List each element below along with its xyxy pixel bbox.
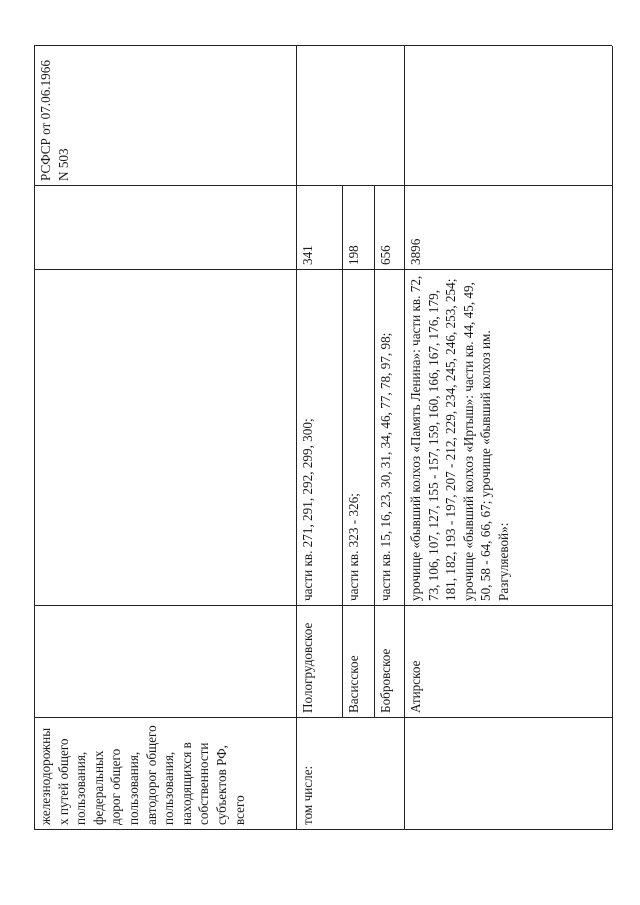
cell-including-label: том числе: (300, 765, 315, 825)
cell-parts-1: части кв. 15, 16, 23, 30, 31, 34, 46, 77, 78, 97, 98; (378, 332, 393, 601)
col-border-2 (34, 605, 612, 606)
subrow-border-1 (342, 186, 343, 718)
cell-parts-pologrudovskoe: части кв. 271, 291, 292, 299, 300; (300, 418, 315, 601)
cell-decree-reference: РСФСР от 07.06.1966 N 503 (38, 60, 71, 181)
subrow-border-2 (374, 186, 375, 718)
cell-district-atirskoe: Атирское (408, 660, 423, 713)
cell-value-pologrudovskoe: 341 (300, 245, 315, 265)
cell-district-pologrudovskoe: Пологрудовское (300, 622, 315, 713)
cell-road-category: железнодорожных путей общего пользования, федеральных дорог общего пользования, автодорог общего пользования, находящихся в собственности субъектов РФ, всего (38, 725, 247, 825)
cell-parts-atirskoe: урочище «бывший колхоз «Память Ленина»: части кв. 72, 73, 106, 107, 127, 155 - 157, 159, 160, 166, 167, 176, 179, 181, 182, 193 - 197, 207 - 212, 229, 234, 245, 246, 253, 254; урочище «бывший колхоз «Иртыш»: части кв. 44, 45, 49, 50, 58 - 64, 66, 67; урочище «бывший колхоз им. Разгуляевой»: (408, 275, 511, 601)
cell-parts-0: части кв. 323 - 326; (346, 493, 361, 601)
col-border-3 (34, 717, 612, 718)
row-border-0 (34, 46, 35, 830)
cell-district-1: Бобровское (378, 648, 393, 713)
col-edge-0 (34, 45, 612, 46)
row-border-3 (612, 46, 613, 830)
cell-value-1: 656 (378, 245, 393, 265)
col-edge-1 (34, 829, 612, 830)
row-border-2 (404, 46, 405, 830)
col-border-0 (34, 185, 612, 186)
cell-value-0: 198 (346, 245, 361, 265)
cell-district-0: Васисское (346, 655, 361, 713)
col-border-1 (34, 269, 612, 270)
cell-value-atirskoe: 3896 (408, 238, 423, 265)
row-border-1 (296, 46, 297, 830)
